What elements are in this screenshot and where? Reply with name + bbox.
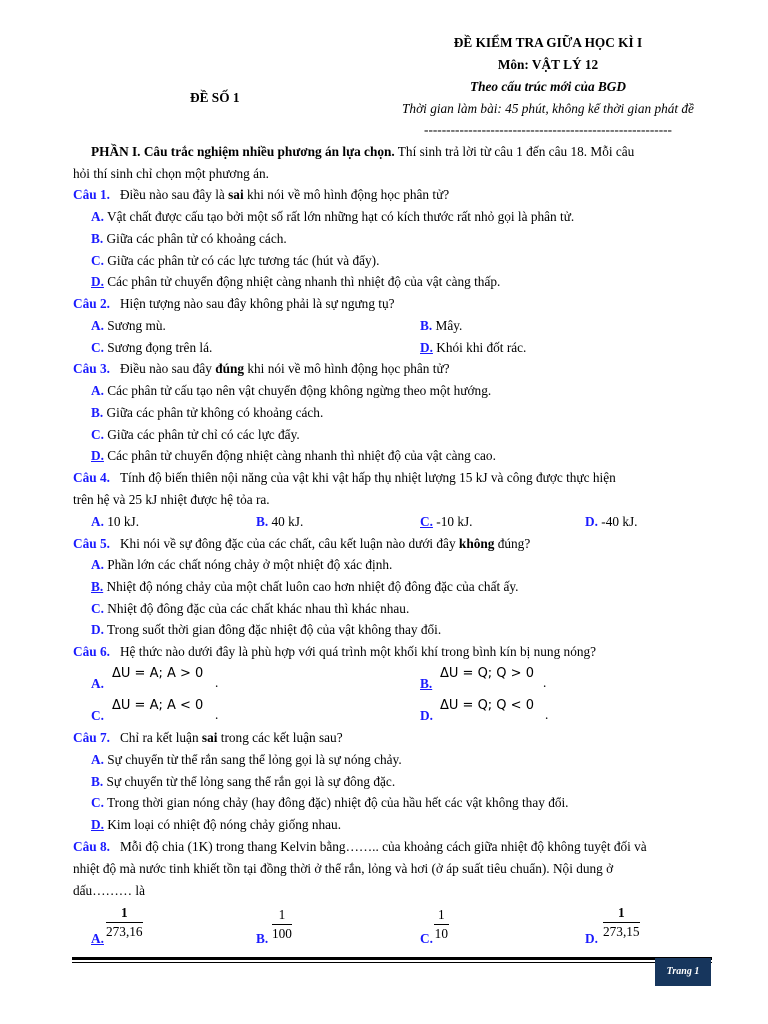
option-text: Các phân tử chuyển động nhiệt càng nhanh thì nhiệt độ của vật càng cao.: [107, 448, 496, 463]
question-7: [73, 730, 343, 746]
option-label: C.: [91, 708, 104, 723]
fraction-denominator: 10: [434, 926, 448, 941]
q6-option-a[interactable]: [91, 676, 104, 692]
fraction-numerator: 1: [106, 905, 143, 923]
exam-structure: Theo cấu trúc mới của BGD: [470, 79, 626, 94]
option-label: B.: [256, 514, 269, 529]
option-label: C.: [91, 427, 104, 442]
question-number: Câu 7.: [73, 730, 110, 745]
q6-option-b[interactable]: [420, 676, 432, 692]
option-text: Giữa các phân tử chỉ có các lực đẩy.: [107, 427, 300, 442]
question-8: [73, 839, 647, 855]
q6-formula-a: ΔU = A; A > 0: [112, 666, 204, 681]
q8-fraction-b: [272, 907, 292, 942]
question-keyword: đúng: [215, 361, 245, 376]
option-label-answer: C.: [420, 514, 433, 529]
question-text: Chỉ ra kết luận: [119, 730, 202, 745]
q5-option-a[interactable]: [91, 557, 392, 573]
q1-option-a[interactable]: [91, 209, 574, 225]
option-text: Sự chuyển từ thể lỏng sang thể rắn gọi là sự đông đặc.: [106, 774, 396, 789]
q8-fraction-c: [434, 907, 449, 942]
fraction-denominator: 100: [272, 926, 292, 941]
q4-option-d[interactable]: [585, 514, 637, 530]
option-label: C.: [91, 795, 104, 810]
q5-option-b[interactable]: [91, 579, 519, 595]
period: .: [215, 675, 219, 690]
question-text: đúng?: [494, 536, 531, 551]
option-text: Các phân tử chuyển động nhiệt càng nhanh thì nhiệt độ của vật càng thấp.: [107, 274, 501, 289]
option-text: Giữa các phân tử có khoảng cách.: [106, 231, 287, 246]
q7-option-a[interactable]: [91, 752, 402, 768]
q6-formula-b: ΔU = Q; Q > 0: [440, 666, 534, 681]
option-label: B.: [91, 231, 104, 246]
option-label: A.: [91, 383, 104, 398]
question-text: trong các kết luận sau?: [217, 730, 343, 745]
part1-instruction-cont: hỏi thí sinh chỉ chọn một phương án.: [73, 166, 269, 181]
option-label-answer: B.: [91, 579, 104, 594]
part1-line1: [91, 144, 634, 160]
question-number: Câu 2.: [73, 296, 110, 311]
option-text: Giữa các phân tử có các lực tương tác (hút và đẩy).: [107, 253, 380, 268]
question-number: Câu 5.: [73, 536, 110, 551]
question-text: Mỗi độ chia (1K) trong thang Kelvin bằng…….. của khoảng cách giữa nhiệt độ không tuyệt đối và: [119, 839, 647, 854]
option-text: Sương mù.: [107, 318, 166, 333]
option-text: Khói khi đốt rác.: [436, 340, 527, 355]
option-text: -40 kJ.: [601, 514, 638, 529]
option-label: D.: [585, 931, 598, 946]
period: .: [545, 707, 549, 722]
question-text: khi nói về mô hình động học phân tử?: [244, 361, 450, 376]
question-4: [73, 470, 616, 486]
option-text: Phần lớn các chất nóng chảy ở một nhiệt độ xác định.: [107, 557, 393, 572]
q1-option-c[interactable]: [91, 253, 379, 269]
option-label: B.: [91, 405, 104, 420]
q1-option-d[interactable]: [91, 274, 500, 290]
q6-formula-d: ΔU = Q; Q < 0: [440, 698, 534, 713]
option-text: Kim loại có nhiệt độ nóng chảy giống nhau.: [107, 817, 342, 832]
question-text: khi nói về mô hình động học phân tử?: [243, 187, 450, 202]
fraction-numerator: 1: [603, 905, 640, 923]
question-number: Câu 4.: [73, 470, 110, 485]
option-text: Sương đọng trên lá.: [107, 340, 213, 355]
q6-option-c[interactable]: [91, 708, 104, 724]
q7-option-c[interactable]: [91, 795, 569, 811]
option-text: Trong thời gian nóng chảy (hay đông đặc) nhiệt độ của hầu hết các vật không thay đổi.: [107, 795, 569, 810]
question-keyword: sai: [201, 730, 218, 745]
option-text: Các phân tử cấu tạo nên vật chuyển động không ngừng theo một hướng.: [107, 383, 492, 398]
question-keyword: không: [458, 536, 495, 551]
question-1: [73, 187, 449, 203]
q4-option-a[interactable]: [91, 514, 139, 530]
option-text: Sự chuyển từ thể rắn sang thể lỏng gọi là sự nóng chảy.: [107, 752, 402, 767]
option-label-answer: D.: [91, 817, 104, 832]
q4-option-b[interactable]: [256, 514, 303, 530]
option-label: B.: [256, 931, 269, 946]
q8-option-d[interactable]: [585, 931, 598, 947]
option-text: Mây.: [435, 318, 463, 333]
q7-option-b[interactable]: [91, 774, 395, 790]
exam-code: ĐỀ SỐ 1: [190, 90, 240, 105]
option-label: D.: [91, 622, 104, 637]
q8-fraction-d: [603, 905, 640, 940]
q7-option-d[interactable]: [91, 817, 341, 833]
option-label-answer: B.: [420, 676, 433, 691]
q3-option-b[interactable]: [91, 405, 323, 421]
option-label: A.: [91, 752, 104, 767]
q2-option-d[interactable]: [420, 340, 526, 356]
fraction-numerator: 1: [272, 907, 292, 925]
option-label: D.: [420, 708, 433, 723]
period: .: [215, 707, 219, 722]
option-text: -10 kJ.: [436, 514, 473, 529]
option-text: Nhiệt độ nóng chảy của một chất luôn cao hơn nhiệt độ đông đặc của chất ấy.: [106, 579, 519, 594]
option-text: 40 kJ.: [271, 514, 304, 529]
q2-option-c[interactable]: [91, 340, 212, 356]
option-text: Trong suốt thời gian đông đặc nhiệt độ của vật không thay đổi.: [107, 622, 442, 637]
question-number: Câu 1.: [73, 187, 110, 202]
part1-title: PHẦN I. Câu trắc nghiệm nhiều phương án lựa chọn.: [91, 144, 395, 159]
question-number: Câu 6.: [73, 644, 110, 659]
option-label: A.: [91, 557, 104, 572]
question-text: Điều nào sau đây là: [119, 187, 229, 202]
option-label-answer: D.: [91, 274, 104, 289]
option-label: B.: [420, 318, 433, 333]
q5-option-d[interactable]: [91, 622, 441, 638]
question-text: Khi nói về sự đông đặc của các chất, câu kết luận nào dưới đây: [119, 536, 459, 551]
exam-subject: Môn: VẬT LÝ 12: [497, 57, 599, 72]
q2-option-a[interactable]: [91, 318, 166, 334]
question-5: [73, 536, 530, 552]
question-number: Câu 3.: [73, 361, 110, 376]
option-label: C.: [91, 601, 104, 616]
q2-option-b[interactable]: [420, 318, 462, 334]
period: .: [543, 675, 547, 690]
question-number: Câu 8.: [73, 839, 110, 854]
q3-option-c[interactable]: [91, 427, 300, 443]
page-number-badge: Trang 1: [655, 958, 711, 986]
fraction-denominator: 273,16: [106, 924, 143, 939]
option-label: A.: [91, 318, 104, 333]
q6-formula-c: ΔU = A; A < 0: [112, 698, 204, 713]
option-text: Giữa các phân tử không có khoảng cách.: [106, 405, 324, 420]
q3-option-a[interactable]: [91, 383, 491, 399]
q3-option-d[interactable]: [91, 448, 496, 464]
fraction-numerator: 1: [434, 907, 449, 925]
option-label: C.: [91, 253, 104, 268]
q4-option-c[interactable]: [420, 514, 472, 530]
q8-option-b[interactable]: [256, 931, 268, 947]
question-6: [73, 644, 596, 660]
option-label-answer: A.: [91, 931, 104, 946]
option-label: C.: [420, 931, 433, 946]
q1-option-b[interactable]: [91, 231, 287, 247]
q8-option-c[interactable]: [420, 931, 433, 947]
q6-option-d[interactable]: [420, 708, 433, 724]
option-text: Nhiệt độ đông đặc của các chất khác nhau thì khác nhau.: [107, 601, 410, 616]
question-3: [73, 361, 450, 377]
option-label: B.: [91, 774, 104, 789]
option-label: A.: [91, 209, 104, 224]
footer-rule-thick: [72, 957, 712, 960]
option-label: A.: [91, 514, 104, 529]
option-label: D.: [585, 514, 598, 529]
exam-time: Thời gian làm bài: 45 phút, không kể thời gian phát đề: [402, 101, 694, 116]
footer-rule-thin: [72, 962, 712, 963]
part1-instruction: Thí sinh trả lời từ câu 1 đến câu 18. Mỗi câu: [394, 144, 635, 159]
option-text: Vật chất được cấu tạo bởi một số rất lớn những hạt có kích thước rất nhỏ gọi là phân tử.: [107, 209, 575, 224]
question-text: Điều nào sau đây: [119, 361, 216, 376]
question-8-cont: dấu……… là: [73, 883, 146, 898]
q8-option-a[interactable]: [91, 931, 104, 947]
question-4-cont: trên hệ và 25 kJ nhiệt được hệ tỏa ra.: [73, 492, 270, 507]
option-label: C.: [91, 340, 104, 355]
option-label-answer: D.: [91, 448, 104, 463]
question-text: Hệ thức nào dưới đây là phù hợp với quá trình một khối khí trong bình kín bị nung nóng?: [119, 644, 597, 659]
option-label-answer: D.: [420, 340, 433, 355]
question-2: [73, 296, 395, 312]
question-text: Hiện tượng nào sau đây không phải là sự ngưng tụ?: [119, 296, 395, 311]
option-text: 10 kJ.: [107, 514, 140, 529]
question-8-cont: nhiệt độ mà nước tinh khiết tồn tại đồng thời ở thể rắn, lỏng và hơi (ở áp suất tiêu chuẩn). Nội dung ở: [73, 861, 614, 876]
fraction-denominator: 273,15: [603, 924, 640, 939]
q8-fraction-a: [106, 905, 143, 940]
exam-title: ĐỀ KIỂM TRA GIỮA HỌC KÌ I: [453, 35, 643, 50]
q5-option-c[interactable]: [91, 601, 409, 617]
question-text: Tính độ biến thiên nội năng của vật khi vật hấp thụ nhiệt lượng 15 kJ và công được thực hiện: [119, 470, 616, 485]
question-keyword: sai: [228, 187, 244, 202]
option-label: A.: [91, 676, 104, 691]
header-separator: --------------------------------------------------------: [424, 122, 672, 137]
